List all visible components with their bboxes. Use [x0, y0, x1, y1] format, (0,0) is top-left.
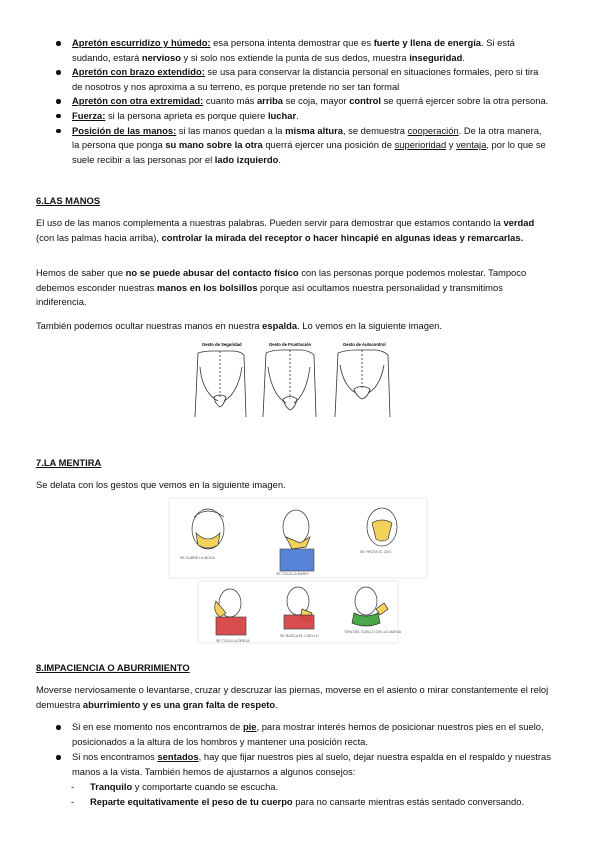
list-item: Si en ese momento nos encontramos de pie, para mostrar interés hemos de posicionar nuestros pies en el suelo, posicionados a la altura de los hombros y mantener una posición recta.	[0, 720, 599, 749]
figure-caption: SE FROTA EL OJO	[360, 550, 392, 554]
back-gestures-illustration	[190, 337, 409, 419]
paragraph: Se delata con los gestos que vemos en la siguiente imagen.	[36, 479, 286, 490]
figure-caption: TIRA DEL CUELLO DE LA CAMISA	[344, 630, 402, 634]
lying-gestures-illustration	[168, 497, 428, 645]
figure-caption: SE TOCA LA NARIZ	[276, 572, 309, 576]
list-item: Apretón escurridizo y húmedo: esa persona intenta demostrar que es fuerte y llena de energía. Si está sudando, estará nervioso y si solo nos extiende la punta de sus dedos, muestra inseguridad.	[0, 36, 599, 65]
lying-gestures-figure	[168, 497, 428, 645]
list-item: - Tranquilo y comportarte cuando se escucha.	[71, 781, 279, 792]
figure-caption: SE CUBRE LA BOCA	[180, 556, 215, 560]
posture-bullet-list	[0, 720, 599, 779]
paragraph: El uso de las manos complementa a nuestras palabras. Pueden servir para demostrar que estamos contando la verdad (con las palmas hacia arriba), controlar la mirada del receptor o hacer hincapié en algunas ideas y remarcarlas.	[36, 217, 535, 243]
figure-caption: SE RASCA EL CUELLO	[280, 634, 319, 638]
section-heading-impaciencia: 8.IMPACIENCIA O ABURRIMIENTO	[36, 662, 190, 673]
paragraph: Hemos de saber que no se puede abusar del contacto físico con las personas porque podemos molestar. Tampoco debemos esconder nuestras manos en los bolsillos porque así ocultamos nuestra personalidad y transmitimos indiferencia.	[36, 267, 527, 308]
figure-caption: Gesto de Frustración	[269, 342, 312, 347]
list-item: Apretón con otra extremidad: cuanto más arriba se coja, mayor control se querrá ejercer sobre la otra persona.	[0, 94, 599, 109]
list-item: Apretón con brazo extendido: se usa para conservar la distancia personal en situaciones formales, pero si tira de nosotros y nos aproxima a su terreno, es porque pretende no ser tan formal	[0, 65, 599, 94]
figure-caption: SE TOCA LA OREJA	[216, 639, 250, 643]
list-item: - Reparte equitativamente el peso de tu cuerpo para no cansarte mientras estás sentado conversando.	[71, 795, 525, 807]
section-heading-mentira: 7.LA MENTIRA	[36, 457, 102, 468]
list-item: Fuerza: si la persona aprieta es porque quiere luchar.	[0, 109, 599, 124]
hands-behind-back-figure	[190, 337, 409, 419]
paragraph: También podemos ocultar nuestras manos en nuestra espalda. Lo vemos en la siguiente imagen.	[36, 320, 442, 331]
list-item: Posición de las manos: si las manos quedan a la misma altura, se demuestra cooperación. De la otra manera, la persona que ponga su mano sobre la otra querrá ejercer una posición de superioridad y ventaja, por lo que se suele recibir a las personas por el lado izquierdo.	[0, 124, 599, 168]
advice-sublist	[0, 780, 599, 809]
figure-caption: Gesto de Seguridad	[202, 342, 242, 347]
list-item: Si nos encontramos sentados, hay que fijar nuestros pies al suelo, dejar nuestra espalda en el respaldo y nuestras manos a la vista. También hemos de ajustarnos a algunos consejos:	[0, 750, 599, 779]
paragraph: Moverse nerviosamente o levantarse, cruzar y descruzar las piernas, moverse en el asiento o mirar constantemente el reloj demuestra aburrimiento y es una gran falta de respeto.	[36, 684, 549, 710]
section-heading-manos: 6.LAS MANOS	[36, 195, 101, 206]
handshake-bullet-list	[0, 36, 599, 167]
figure-caption: Gesto de Autocontrol	[343, 342, 386, 347]
